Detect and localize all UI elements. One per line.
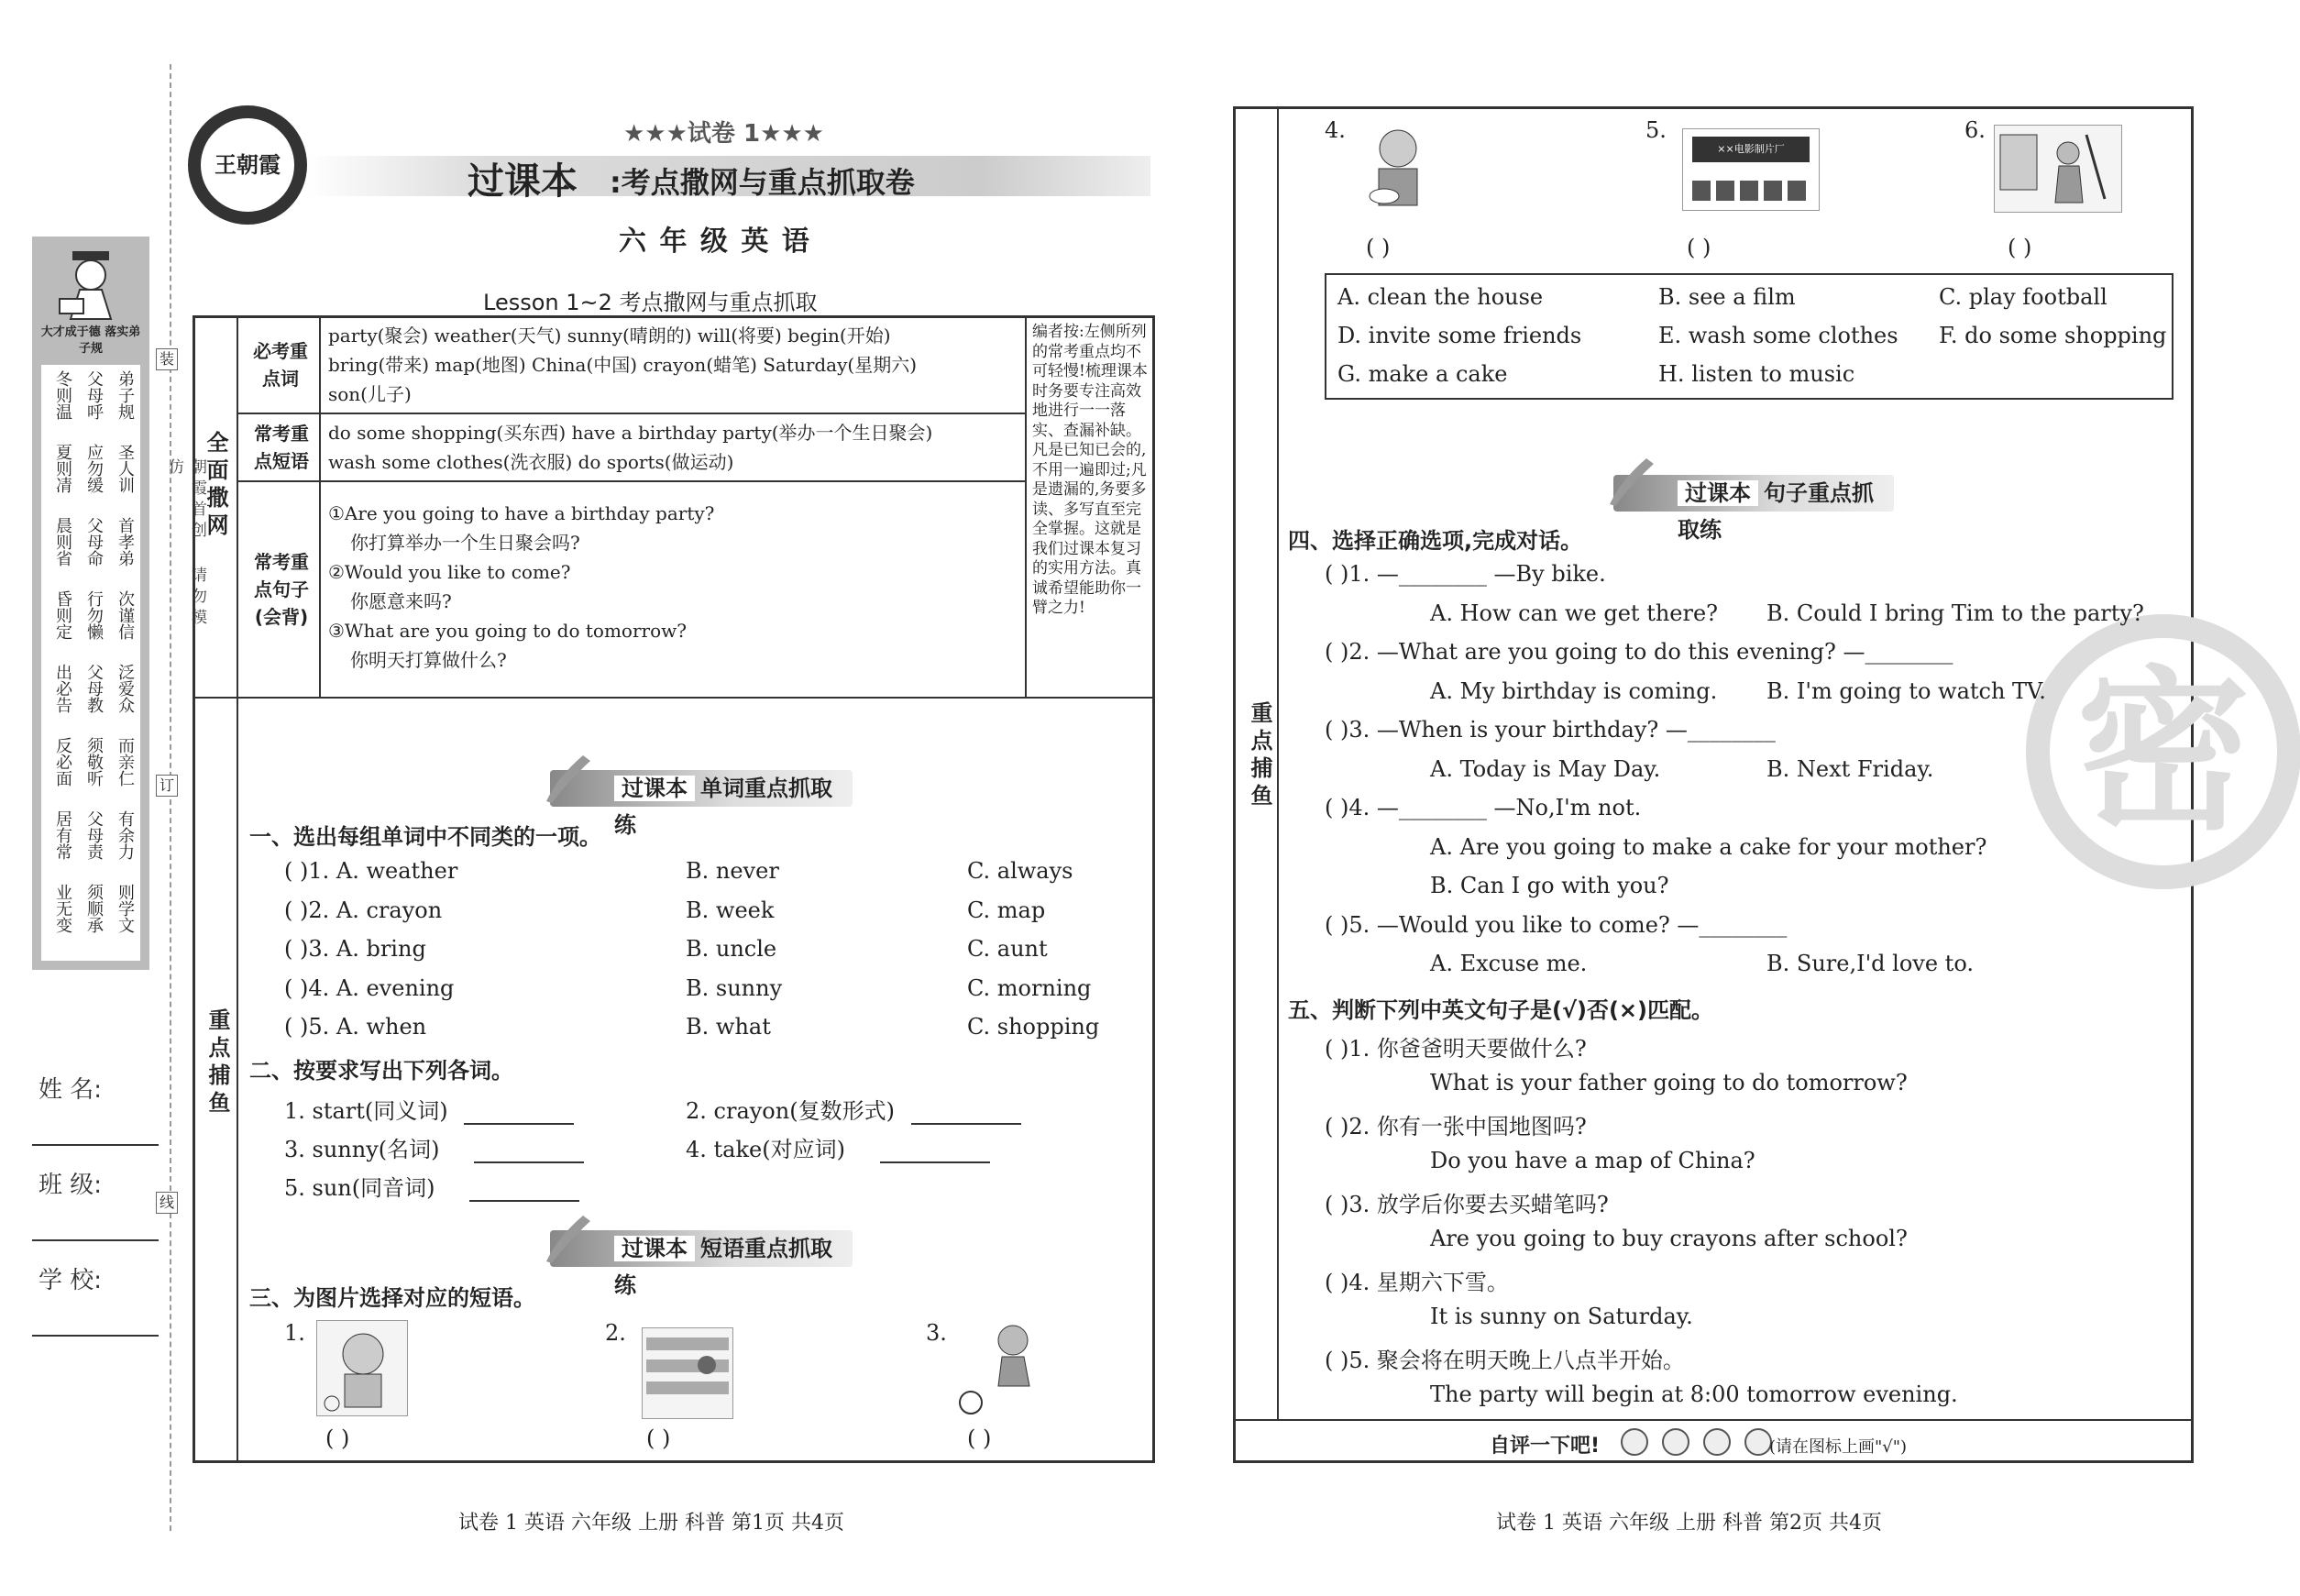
q4-option-b: B. Sure,I'd love to. — [1766, 951, 1974, 976]
q1-item — [284, 897, 1137, 930]
q1-option: B. week — [686, 897, 775, 923]
motto-phrase: 须敬听 — [84, 737, 104, 787]
q4-title: 四、选择正确选项,完成对话。 — [1288, 528, 1583, 554]
motto-phrase: 反必面 — [53, 737, 72, 787]
name-line[interactable] — [32, 1144, 159, 1146]
motto-top: 大才成于德 落实弟子规 — [40, 325, 141, 356]
motto-phrase: 行勿懒 — [84, 590, 104, 640]
motto-phrase: 父母教 — [84, 664, 104, 713]
q1-title: 一、选出每组单词中不同类的一项。 — [249, 824, 601, 850]
cut-mark: 线 — [156, 1192, 178, 1214]
pic-num: 4. — [1325, 117, 1346, 143]
lesson-title: Lesson 1~2 考点撒网与重点抓取 — [483, 290, 818, 315]
pic-num: 2. — [605, 1320, 626, 1346]
q5-english: It is sunny on Saturday. — [1430, 1303, 1693, 1329]
school-label: 学 校: — [39, 1267, 103, 1294]
q4-option-a: A. Are you going to make a cake for your mother? — [1430, 833, 1987, 860]
footer-left: 试卷 1 英语 六年级 上册 科普 第1页 共4页 — [458, 1512, 844, 1535]
q4-option-b: B. Can I go with you? — [1430, 873, 1669, 898]
class-line[interactable] — [32, 1239, 159, 1241]
word-banner: 过课本 单词重点抓取练 — [550, 770, 853, 807]
option: E. wash some clothes — [1658, 323, 1898, 348]
self-eval-hint: (请在图标上画"√") — [1769, 1437, 1908, 1457]
option: C. play football — [1939, 284, 2107, 310]
motto-phrase: 居有常 — [53, 810, 72, 860]
q5-english: The party will begin at 8:00 tomorrow evening. — [1430, 1381, 1958, 1407]
row-content: party(聚会) weather(天气) sunny(晴朗的) will(将要) begin(开始) bring(带来) map(地图) China(中国) crayon(蜡笔) Saturday(星期六) son(儿子) — [328, 325, 918, 405]
row-content: ①Are you going to have a birthday party? 你打算举办一个生日聚会吗? ②Would you like to come? 你愿意来吗? ③What are you going to do tomorrow? 你明天打算做什么? — [328, 502, 715, 671]
watermark-seal: 密 — [2026, 614, 2300, 889]
q5-question[interactable]: ( )3. 放学后你要去买蜡笔吗? — [1325, 1192, 1609, 1217]
answer-paren[interactable]: ( ) — [1366, 235, 1391, 260]
q1-question[interactable]: ( )5. A. when — [284, 1014, 427, 1040]
q5-question[interactable]: ( )4. 星期六下雪。 — [1325, 1270, 1509, 1295]
face-icons — [1621, 1428, 1772, 1459]
logo: 王朝霞 — [188, 105, 307, 225]
row-label: 必考重点词 — [253, 340, 308, 390]
scholar-icon — [52, 248, 129, 321]
brush-icon — [539, 1210, 594, 1265]
q5-english: Do you have a map of China? — [1430, 1147, 1755, 1173]
sad-face-icon[interactable] — [1621, 1428, 1648, 1456]
q1-item — [284, 858, 1137, 891]
shopping-picture — [642, 1327, 733, 1419]
q4-option-a: A. How can we get there? — [1430, 600, 1719, 626]
school-line[interactable] — [32, 1335, 159, 1337]
q1-option: B. what — [686, 1014, 771, 1040]
side-note: 朝霞首创 请勿模仿 — [165, 458, 206, 630]
motto-phrase: 则学文 — [116, 884, 135, 933]
q1-option: C. aunt — [967, 936, 1048, 962]
option: F. do some shopping — [1939, 323, 2167, 348]
motto-phrase: 弟子规 — [116, 370, 135, 420]
q4-question[interactable]: ( )2. —What are you going to do this evening? —________ — [1325, 639, 1953, 665]
title-bar: 过课本 :考点撒网与重点抓取卷 — [307, 156, 1150, 196]
q1-option: C. shopping — [967, 1014, 1100, 1040]
brush-icon — [539, 750, 594, 805]
option: H. listen to music — [1658, 361, 1855, 387]
phrase-banner: 过课本 短语重点抓取练 — [550, 1230, 853, 1267]
cinema-picture: ××电影制片厂 — [1682, 128, 1820, 211]
q5-question[interactable]: ( )5. 聚会将在明天晚上八点半开始。 — [1325, 1348, 1685, 1373]
q5-title: 五、判断下列中英文句子是(√)否(×)匹配。 — [1288, 997, 1713, 1023]
options-box — [1325, 273, 2173, 400]
happy-face-icon[interactable] — [1744, 1428, 1772, 1456]
q1-item — [284, 1014, 1137, 1047]
motto-phrase: 父母命 — [84, 517, 104, 567]
net-left-label: 全面撒网 — [203, 431, 228, 541]
q5-question[interactable]: ( )2. 你有一张中国地图吗? — [1325, 1114, 1587, 1139]
q2-item: 5. sun(同音词) — [284, 1170, 579, 1202]
q1-item — [284, 936, 1137, 969]
q1-item — [284, 975, 1137, 1008]
motto-phrase: 业无变 — [53, 884, 72, 933]
motto-phrase: 出必告 — [53, 664, 72, 713]
q3-title: 三、为图片选择对应的短语。 — [249, 1285, 535, 1311]
q1-option: B. never — [686, 858, 779, 884]
q4-option-a: A. My birthday is coming. — [1430, 677, 1718, 704]
motto-phrase: 夏则凊 — [53, 444, 72, 493]
q4-question[interactable]: ( )3. —When is your birthday? —________ — [1325, 717, 1776, 743]
q1-question[interactable]: ( )4. A. evening — [284, 974, 455, 1001]
cleaning-picture — [1994, 125, 2122, 213]
brush-icon — [1602, 453, 1657, 508]
motto-phrase: 应勿缓 — [84, 444, 104, 493]
making-cake-picture — [1357, 123, 1439, 215]
binding-line — [170, 64, 173, 1531]
motto-phrase: 首孝弟 — [116, 517, 135, 567]
motto-columns — [41, 365, 140, 961]
q5-question[interactable]: ( )1. 你爸爸明天要做什么? — [1325, 1036, 1587, 1062]
q4-question[interactable]: ( )1. —________ —By bike. — [1325, 561, 1606, 587]
q4-option-a: A. Excuse me. — [1430, 951, 1588, 976]
pic-num: 1. — [284, 1320, 305, 1346]
motto-phrase: 昏则定 — [53, 590, 72, 640]
series-label: ★★★试卷 1★★★ — [623, 120, 824, 148]
motto-phrase: 父母呼 — [84, 370, 104, 420]
option: B. see a film — [1658, 284, 1796, 310]
answer-paren[interactable]: ( ) — [967, 1425, 992, 1451]
option: D. invite some friends — [1337, 323, 1582, 348]
sentence-banner: 过课本 句子重点抓取练 — [1613, 475, 1894, 512]
q4-question[interactable]: ( )4. —________ —No,I'm not. — [1325, 795, 1642, 820]
q4-option-b: B. I'm going to watch TV. — [1766, 677, 2046, 704]
q1-option: C. map — [967, 897, 1046, 923]
q1-question[interactable]: ( )2. A. crayon — [284, 897, 443, 923]
motto-phrase: 圣人训 — [116, 444, 135, 493]
row-content: do some shopping(买东西) have a birthday party(举办一个生日聚会) wash some clothes(洗衣服) do sports(做运动) — [328, 422, 933, 473]
q2-item: 1. start(同义词) — [284, 1093, 574, 1125]
answer-paren[interactable]: ( ) — [646, 1425, 671, 1451]
class-label: 班 级: — [39, 1172, 103, 1199]
q2-title: 二、按要求写出下列各词。 — [249, 1058, 513, 1084]
q4-option-b: B. Could I bring Tim to the party? — [1766, 600, 2144, 626]
q1-question[interactable]: ( )3. A. bring — [284, 936, 426, 962]
answer-paren[interactable]: ( ) — [325, 1425, 350, 1451]
motto-phrase: 须顺承 — [84, 884, 104, 933]
footer-right: 试卷 1 英语 六年级 上册 科普 第2页 共4页 — [1496, 1512, 1882, 1535]
q2-item: 4. take(对应词) — [686, 1131, 990, 1163]
q1-option: B. sunny — [686, 974, 783, 1001]
pic-num: 5. — [1645, 117, 1667, 143]
motto-phrase: 晨则省 — [53, 517, 72, 567]
q1-option: C. morning — [967, 974, 1092, 1001]
motto-phrase: 而亲仁 — [116, 737, 135, 787]
football-picture — [958, 1320, 1050, 1416]
editor-note: 编者按:左侧所列的常考重点均不可轻慢!梳理课本时务要专注高效地进行一一落实、查漏补缺。凡是已知已会的,不用一遍即过;凡是遗漏的,务要多读、多写直至完全掌握。这就是我们过课本复习的实用方法。真诚希望能助你一臂之力! — [1032, 323, 1148, 617]
row-label: 常考重点句子(会背) — [254, 551, 309, 628]
cut-mark: 装 — [156, 348, 178, 370]
pic-num: 6. — [1964, 117, 1986, 143]
option: G. make a cake — [1337, 361, 1508, 387]
neutral-face-icon[interactable] — [1662, 1428, 1689, 1456]
q1-question[interactable]: ( )1. A. weather — [284, 858, 458, 884]
self-eval-label: 自评一下吧! — [1490, 1435, 1601, 1458]
left-section-label: 重点捕鱼 — [204, 1008, 230, 1118]
q2-item: 2. crayon(复数形式) — [686, 1093, 1021, 1125]
motto-phrase: 父母责 — [84, 810, 104, 860]
row-label: 常考重点短语 — [254, 423, 309, 472]
cut-mark: 订 — [156, 775, 178, 797]
name-label: 姓 名: — [39, 1076, 103, 1104]
motto-phrase: 有余力 — [116, 810, 135, 860]
motto-phrase: 次谨信 — [116, 590, 135, 640]
answer-paren[interactable]: ( ) — [2008, 235, 2032, 260]
answer-paren[interactable]: ( ) — [1687, 235, 1711, 260]
q5-english: What is your father going to do tomorrow? — [1430, 1069, 1908, 1095]
option: A. clean the house — [1337, 284, 1544, 310]
motto-phrase: 泛爱众 — [116, 664, 135, 713]
q1-option: C. always — [967, 858, 1073, 884]
q2-item: 3. sunny(名词) — [284, 1131, 584, 1163]
q1-option: B. uncle — [686, 936, 777, 962]
q4-option-b: B. Next Friday. — [1766, 755, 1934, 782]
q4-option-a: A. Today is May Day. — [1430, 755, 1661, 782]
q5-english: Are you going to buy crayons after school? — [1430, 1225, 1908, 1251]
girl-listening-picture — [316, 1320, 408, 1416]
motto-phrase: 冬则温 — [53, 370, 72, 420]
motto-panel — [32, 237, 149, 970]
smile-face-icon[interactable] — [1703, 1428, 1731, 1456]
right-section-label: 重点捕鱼 — [1247, 701, 1272, 811]
pic-num: 3. — [926, 1320, 947, 1346]
grade-subject: 六 年 级 英 语 — [619, 226, 811, 258]
q4-question[interactable]: ( )5. —Would you like to come? —________ — [1325, 911, 1788, 938]
